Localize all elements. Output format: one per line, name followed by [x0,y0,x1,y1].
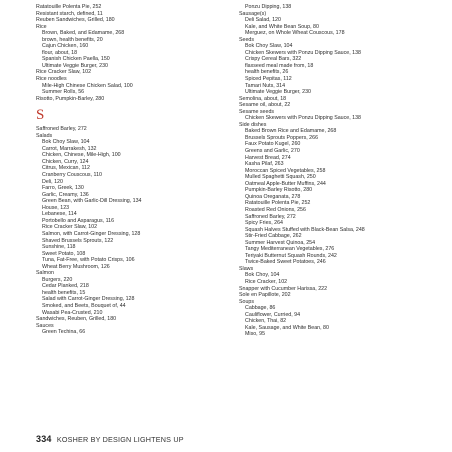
index-subentry: Summer Rolls, 56 [42,89,85,96]
index-subentry: Mile-High Chinese Chicken Salad, 100 [42,82,133,89]
index-subentry: Carrot, Marrakesh, 132 [42,145,97,152]
index-subentry: Squash Halves Stuffed with Black-Bean Salsa, 248 [245,226,365,233]
index-subentry: health benefits, 15 [42,289,86,296]
index-subentry: Harvest Bread, 274 [245,154,291,161]
index-entry: Sausage(s) [239,10,267,17]
index-subentry: Salmon, with Carrot-Ginger Dressing, 128 [42,230,141,237]
index-column-left [36,4,241,336]
book-title: KOSHER BY DESIGN LIGHTENS UP [56,435,184,444]
index-subentry: Moroccan Spiced Vegetables, 258 [245,167,326,174]
index-subentry: Oatmeal Apple-Butter Muffins, 244 [245,180,326,187]
index-subentry: Chicken Skewers with Ponzu Dipping Sauce, 138 [245,115,362,122]
index-subentry: Green Bean, with Garlic-Dill Dressing, 134 [42,198,142,205]
index-entry: Saffroned Barley, 272 [36,126,87,133]
index-subentry: Chicken, Chinese, Mile-High, 100 [42,152,121,159]
index-entry: Snapper with Cucumber Harissa, 222 [239,285,328,292]
index-subentry: Greens and Garlic, 270 [245,148,300,155]
index-entry: Seeds [239,36,255,43]
index-entry: Sauces [36,322,54,329]
index-subentry: Tuna, Fat-Free, with Potato Crisps, 106 [42,257,135,264]
index-subentry: Twice-Baked Sweet Potatoes, 246 [245,259,326,266]
index-entry: Soups [239,298,255,305]
index-subentry: Mulled Spaghetti Squash, 250 [245,174,316,181]
index-entry: Sesame oil, about, 22 [239,102,291,109]
index-subentry: Ultimate Veggie Burger, 230 [42,62,108,69]
index-subentry: Kale, and White Bean Soup, 80 [245,23,319,30]
index-subentry: Cauliflower, Curried, 94 [245,311,301,318]
page-number: 334 [36,434,52,444]
index-entry: Salads [36,132,53,139]
index-subentry: Sunshine, 118 [42,244,76,251]
index-subentry: Ponzu Dipping, 138 [245,4,292,10]
index-subentry: Quinoa Oreganata, 278 [245,193,301,200]
index-entry: Salmon [36,270,54,277]
index-subentry: Chicken, Thai, 82 [245,318,287,325]
index-subentry: Smoked, and Beets, Bouquet of, 44 [42,302,126,309]
index-subentry: Teriyaki Butternut Squash Rounds, 242 [245,252,337,259]
index-entry: Sole en Papillote, 202 [239,292,291,299]
index-entry: Rice Cracker Slaw, 102 [36,69,92,76]
index-subentry: brown, health benefits, 20 [42,36,103,43]
index-subentry: Rice Cracker Slaw, 102 [42,224,98,231]
index-subentry: Bok Choy, 104 [245,272,280,279]
index-subentry: Bok Choy Slaw, 104 [42,139,90,146]
index-entry: Resistant starch, defined, 11 [36,10,103,17]
index-entry: Sandwiches, Reuben, Grilled, 180 [36,316,117,323]
index-subentry: Garlic, Creamy, 136 [42,191,89,198]
index-subentry: Chicken, Curry, 124 [42,158,89,165]
index-subentry: Deli Salad, 120 [245,17,281,24]
index-subentry: Roasted Red Onions, 256 [245,206,306,213]
index-subentry: Sweet Potato, 108 [42,250,86,257]
index-subentry: Ultimate Veggie Burger, 230 [245,89,311,96]
index-subentry: Tangy Mediterranean Vegetables, 276 [245,246,335,253]
index-subentry: health benefits, 26 [245,69,289,76]
index-subentry: Summer Harvest Quinoa, 254 [245,239,316,246]
index-subentry: Kale, Sausage, and White Bean, 80 [245,324,329,331]
section-letter: S [36,107,45,124]
index-subentry: Brown, Baked, and Edamame, 268 [42,30,125,37]
index-subentry: Crispy Cereal Bars, 322 [245,56,302,63]
index-entry: Side dishes [239,121,267,128]
index-subentry: Burgers, 220 [42,276,73,283]
index-subentry: Pumpkin-Barley Risotto, 280 [245,187,313,194]
index-subentry: House, 123 [42,204,70,211]
index-subentry: Kasha Pilaf, 263 [245,161,284,168]
index-subentry: Cranberry Couscous, 110 [42,172,102,179]
index-entry: Semolina, about, 18 [239,95,287,102]
index-subentry: Cedar Planked, 218 [42,283,89,290]
index-subentry: Stir-Fried Cabbage, 262 [245,233,302,240]
index-subentry: flaxseed meal made from, 18 [245,62,314,69]
index-subentry: Spanish Chicken Paella, 150 [42,56,110,63]
index-subentry: Baked Brown Rice and Edamame, 268 [245,128,337,135]
index-subentry: Cajun Chicken, 160 [42,43,89,50]
index-entry: Rice [36,23,47,30]
index-column-right [239,4,444,338]
index-subentry: Shaved Brussels Sprouts, 122 [42,237,114,244]
index-subentry: Wheat Berry Mushroom, 126 [42,263,110,270]
index-subentry: Ratatouille Polenta Pie, 252 [245,200,311,207]
index-subentry: Saffroned Barley, 272 [245,213,296,220]
index-subentry: Cabbage, 86 [245,305,276,312]
index-subentry: Farro, Greek, 130 [42,185,84,192]
index-entry: Reuben Sandwiches, Grilled, 180 [36,17,115,24]
index-subentry: Brussels Sprouts Poppers, 266 [245,134,319,141]
index-subentry: Deli, 120 [42,178,63,185]
index-subentry: Green Techina, 66 [42,329,86,336]
index-subentry: Bok Choy Slaw, 104 [245,43,293,50]
index-subentry: Merguez, on Whole Wheat Couscous, 178 [245,30,345,37]
index-entry: Slaws [239,265,254,272]
index-subentry: Faux Potato Kugel, 260 [245,141,301,148]
index-subentry: Chicken Skewers with Ponzu Dipping Sauce, 138 [245,49,362,56]
index-subentry: Spiced Pepitas, 112 [245,76,292,83]
page-footer [36,434,184,444]
index-subentry: Spicy Fries, 264 [245,220,283,227]
index-entry: Rice noodles [36,76,67,83]
index-subentry: Tamari Nuts, 314 [245,82,286,89]
index-subentry: Citrus, Mexican, 112 [42,165,90,172]
index-subentry: flour, about, 18 [42,49,78,56]
index-subentry: Wasabi Pea-Crusted, 210 [42,309,103,316]
index-subentry: Lebanese, 114 [42,211,77,218]
index-entry: Ratatouille Polenta Pie, 252 [36,4,102,10]
index-subentry: Rice Cracker, 102 [245,278,288,285]
index-entry: Sesame seeds [239,108,275,115]
index-entry: Risotto, Pumpkin-Barley, 280 [36,95,105,102]
index-subentry: Portobello and Asparagus, 116 [42,217,115,224]
index-subentry: Miso, 95 [245,331,266,338]
index-subentry: Salad with Carrot-Ginger Dressing, 128 [42,296,135,303]
